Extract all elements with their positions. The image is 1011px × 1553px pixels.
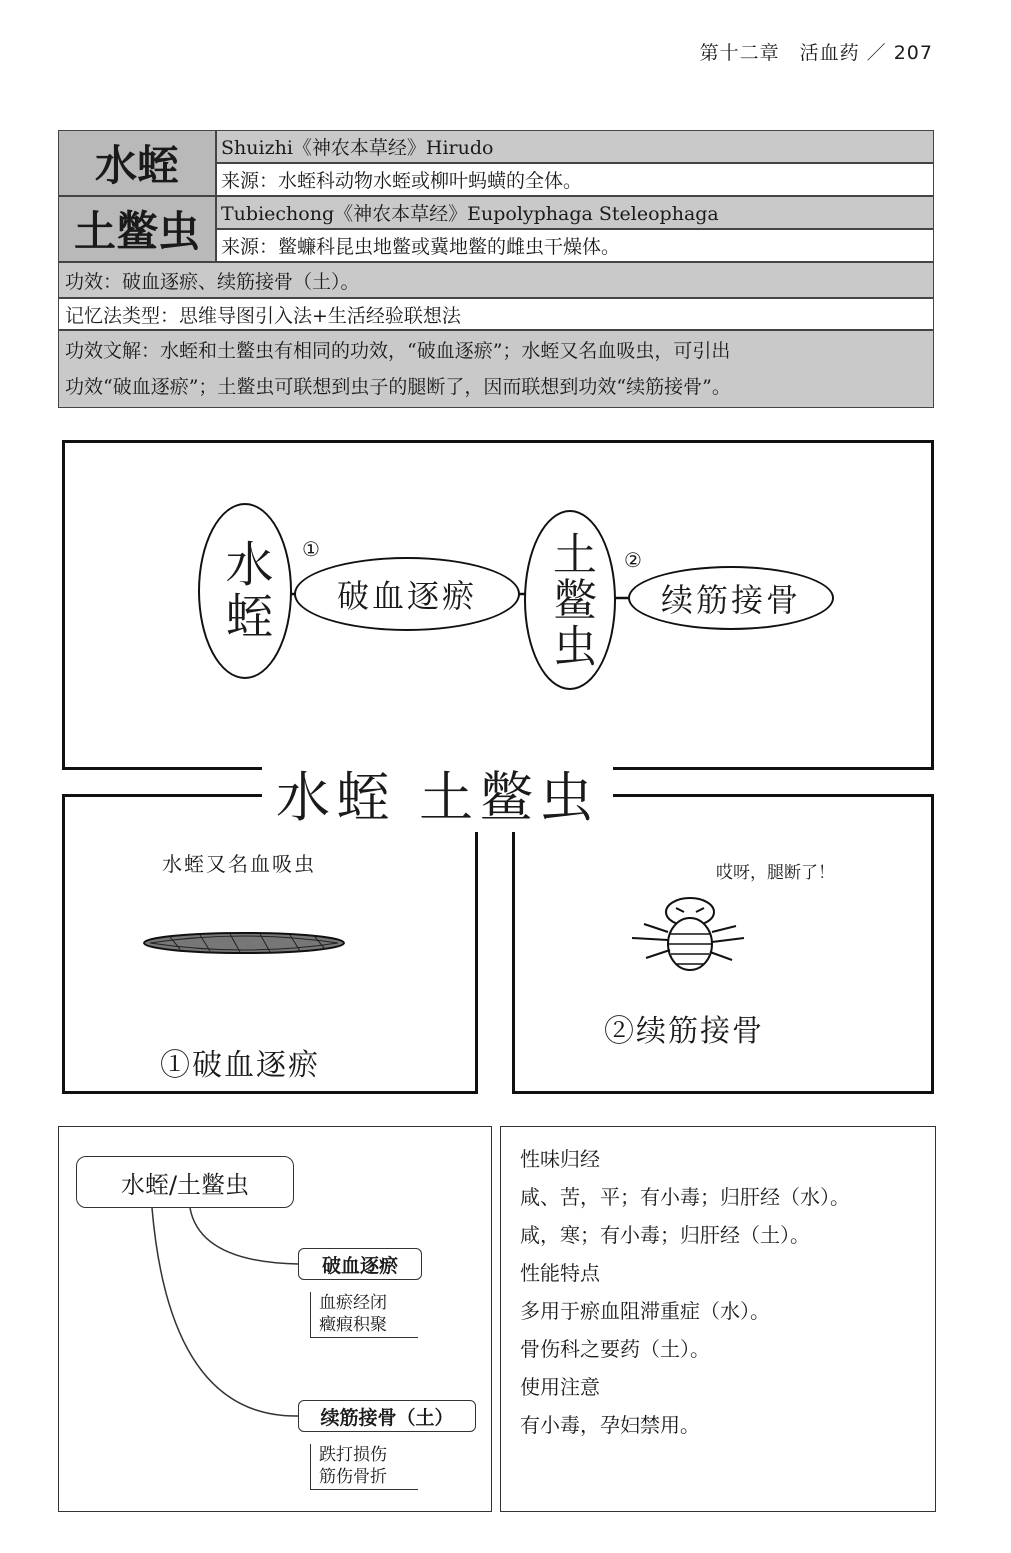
prop-line: 咸、苦，平；有小毒；归肝经（水）。: [520, 1185, 850, 1209]
tubiechong-latin-row: Tubiechong《神农本草经》Eupolyphaga Steleophaga: [216, 196, 934, 229]
properties-content: [520, 1140, 850, 1444]
herb-name-tubiechong: 土鳖虫: [58, 196, 216, 262]
sub-item: 癥瘕积聚: [319, 1315, 387, 1335]
page-header: 第十二章 活血药 ／ 207: [699, 42, 933, 64]
sub-item: 血瘀经闭: [319, 1293, 387, 1313]
tree-root: 水蛭/土鳖虫: [76, 1156, 294, 1208]
tubiechong-source-row: 来源：鳖蠊科昆虫地鳖或冀地鳖的雌虫干燥体。: [216, 229, 934, 262]
mindmap-title: 水蛭 土鳖虫: [262, 755, 613, 832]
heading-shiyong: 使用注意: [520, 1375, 600, 1399]
oval-poxue: 破血逐瘀: [294, 557, 520, 631]
prop-line: 骨伤科之要药（土）。: [520, 1337, 710, 1361]
marker-1: ①: [302, 537, 320, 561]
prop-line: 咸，寒；有小毒；归肝经（土）。: [520, 1223, 810, 1247]
tree-branch2-subs: [310, 1444, 418, 1490]
insect-speech: 哎呀，腿断了！: [716, 863, 835, 883]
oval-xujin: 续筋接骨: [628, 566, 834, 630]
prop-line: 多用于瘀血阻滞重症（水）。: [520, 1299, 770, 1323]
oval-tubiechong-text: 土鳖虫: [545, 531, 596, 669]
heading-xingwei: 性味归经: [520, 1147, 600, 1171]
tree-branch1-subs: [310, 1292, 418, 1338]
shuizhi-latin-row: Shuizhi《神农本草经》Hirudo: [216, 130, 934, 163]
right-caption: ②续筋接骨: [604, 1014, 764, 1049]
herb-name-shuizhi: 水蛭: [58, 130, 216, 196]
tree-branch-poxue: 破血逐瘀: [298, 1248, 422, 1280]
sub-item: 筋伤骨折: [319, 1467, 387, 1487]
efficacy-row: 功效：破血逐瘀、续筋接骨（土）。: [58, 262, 934, 298]
explanation-line-1: 功效文解：水蛭和土鳖虫有相同的功效，“破血逐瘀”；水蛭又名血吸虫，可引出: [65, 340, 731, 362]
oval-shuizhi-text: 水蛭: [217, 539, 273, 643]
sub-item: 跌打损伤: [319, 1445, 387, 1465]
shuizhi-source-row: 来源：水蛭科动物水蛭或柳叶蚂蟥的全体。: [216, 163, 934, 196]
prop-line: 有小毒，孕妇禁用。: [520, 1413, 700, 1437]
tree-branch-xujin: 续筋接骨（土）: [298, 1400, 476, 1432]
left-caption: ①破血逐瘀: [160, 1048, 320, 1083]
leech-note: 水蛭又名血吸虫: [162, 852, 316, 876]
explanation-line-2: 功效“破血逐瘀”；土鳖虫可联想到虫子的腿断了，因而联想到功效“续筋接骨”。: [65, 376, 731, 398]
heading-xingneng: 性能特点: [520, 1261, 600, 1285]
marker-2: ②: [624, 548, 642, 572]
memory-row: 记忆法类型：思维导图引入法+生活经验联想法: [58, 298, 934, 330]
